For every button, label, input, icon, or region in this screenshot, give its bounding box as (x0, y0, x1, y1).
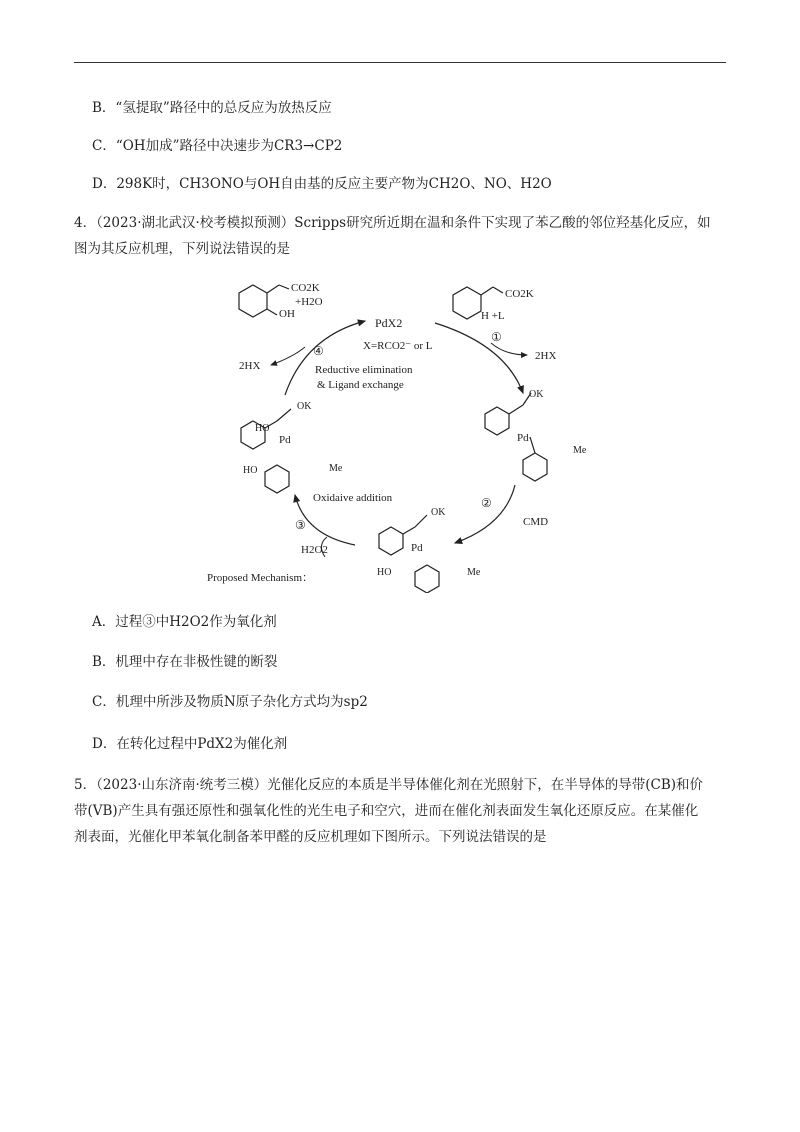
hx-left-branch (271, 347, 305, 365)
reactant-hl: H +L (481, 310, 505, 322)
ok-left: OK (297, 401, 312, 412)
ho-left-top: HO (255, 423, 270, 434)
product-water: +H2O (295, 296, 323, 308)
pd-right: Pd (517, 432, 529, 444)
q4-stem-line2: 图为其反应机理，下列说法错误的是 (74, 241, 290, 257)
step3-label: ③ (295, 518, 306, 532)
intermediate-right (485, 393, 547, 481)
hx-right-branch (491, 343, 527, 355)
question-4-stem (74, 210, 726, 262)
q4-stem-line1: 4．（2023·湖北武汉·校考模拟预测）Scripps研究所近期在温和条件下实现了苯乙酸的邻位羟基化反应，如 (74, 215, 711, 231)
center-note-1: Reductive elimination (315, 364, 413, 376)
me-right: Me (573, 445, 587, 456)
option-q4-d: D．在转化过程中PdX2为催化剂 (92, 736, 288, 752)
option-q4-c: C．机理中所涉及物质N原子杂化方式均为sp2 (92, 694, 368, 710)
option-q4-a: A．过程③中H2O2作为氧化剂 (92, 614, 277, 630)
ok-bottom: OK (431, 507, 446, 518)
arrow-step2 (455, 485, 515, 543)
hx-left: 2HX (239, 360, 261, 372)
product-oh: OH (279, 308, 295, 320)
header-rule (74, 62, 726, 63)
option-q3-c: C．“OH加成”路径中决速步为CR3→CP2 (92, 138, 343, 154)
h2o2-label: H2O2 (301, 544, 328, 556)
catalyst-pdx2: PdX2 (375, 316, 403, 330)
me-bottom: Me (467, 567, 481, 578)
q5-line1: 5．（2023·山东济南·统考三模）光催化反应的本质是半导体催化剂在光照射下，在半导体的导带(CB)和价 (74, 777, 704, 793)
x-definition: X=RCO2⁻ or L (363, 340, 433, 352)
ok-right: OK (529, 389, 544, 400)
option-q4-b: B．机理中存在非极性键的断裂 (92, 654, 278, 670)
oxidative-addition-label: Oxidaive addition (313, 492, 393, 504)
q5-line3: 剂表面，光催化甲苯氧化制备苯甲醛的反应机理如下图所示。下列说法错误的是 (74, 829, 547, 845)
product-co2k: CO2K (291, 282, 320, 294)
center-note-2: & Ligand exchange (317, 379, 404, 391)
intermediate-left (241, 409, 291, 493)
ho-bottom: HO (377, 567, 392, 578)
cmd-label: CMD (523, 516, 549, 528)
option-q3-d: D．298K时，CH3ONO与OH自由基的反应主要产物为CH2O、NO、H2O (92, 176, 552, 192)
hx-right: 2HX (535, 350, 557, 362)
intermediate-bottom (379, 515, 439, 593)
arrow-step1 (435, 323, 523, 393)
step2-label: ② (481, 496, 492, 510)
step1-label: ① (491, 330, 502, 344)
q5-line2: 带(VB)产生具有强还原性和强氧化性的光生电子和空穴，进而在催化剂表面发生氧化还原反应。在某催化 (74, 803, 699, 819)
reactant-co2k: CO2K (505, 288, 534, 300)
proposed-mechanism-label: Proposed Mechanism： (207, 572, 314, 584)
question-5-stem (74, 772, 726, 850)
step4-label: ④ (313, 344, 324, 358)
pd-bottom: Pd (411, 542, 423, 554)
option-q3-b: B．“氢提取”路径中的总反应为放热反应 (92, 100, 332, 116)
me-left: Me (329, 463, 343, 474)
reaction-mechanism-diagram (205, 275, 625, 593)
ho-left-bottom: HO (243, 465, 258, 476)
pd-left: Pd (279, 434, 291, 446)
